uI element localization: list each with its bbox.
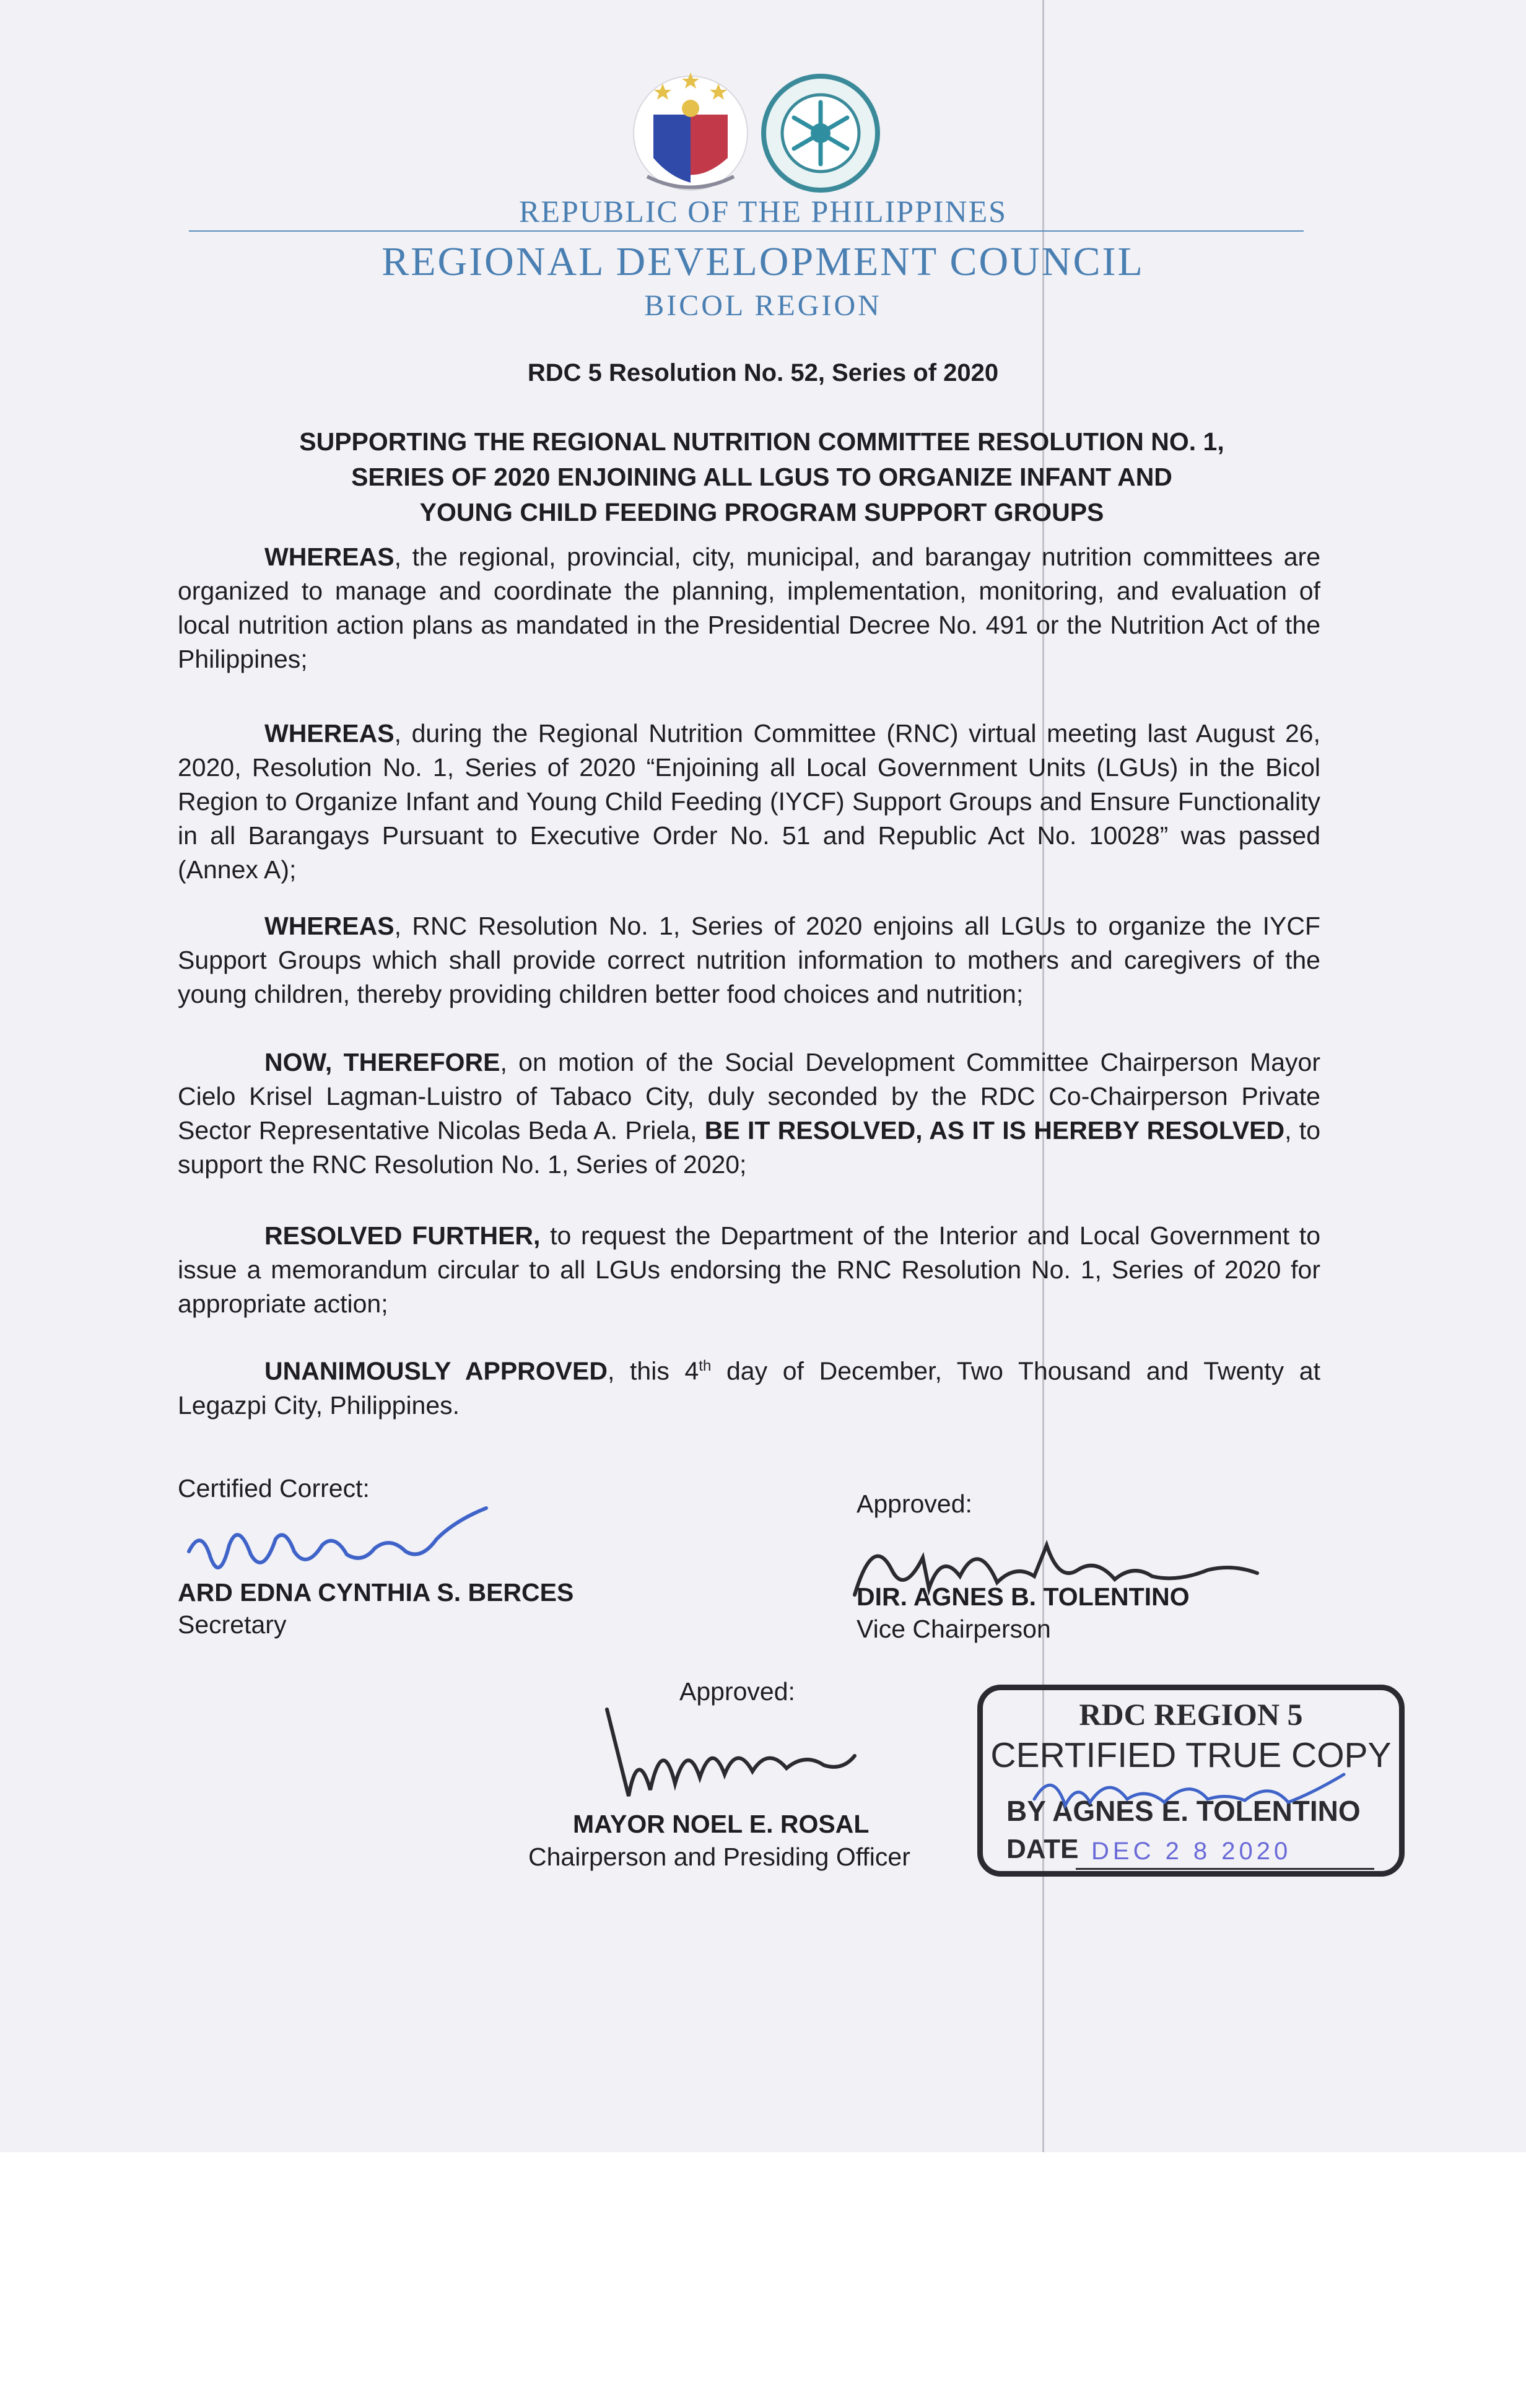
resolution-title xyxy=(204,424,1319,530)
title-line: SERIES OF 2020 ENJOINING ALL LGUS TO ORGANIZE INFANT AND xyxy=(351,463,1172,491)
title-line: YOUNG CHILD FEEDING PROGRAM SUPPORT GROUPS xyxy=(419,498,1104,526)
chairperson-signature xyxy=(601,1697,861,1808)
paragraph-text: , during the Regional Nutrition Committee (RNC) virtual meeting last August 26, 2020, Resolution No. 1, Series of 2020 “Enjoining all Local Government Units (LGUs) in the Bicol Region to Organize Infant and Young Child Feeding (IYCF) Support Groups and Ensure Functionality in all Barangays Pursuant to Executive Order No. 51 and Republic Act No. 10028” was passed (Annex A); xyxy=(178,719,1320,884)
stamp-date-line xyxy=(1076,1868,1374,1870)
stamp-by: BY AGNES E. TOLENTINO xyxy=(1006,1795,1361,1827)
header-council: REGIONAL DEVELOPMENT COUNCIL xyxy=(381,239,1144,284)
title-line: SUPPORTING THE REGIONAL NUTRITION COMMITTEE RESOLUTION NO. 1, xyxy=(299,427,1224,456)
paragraph-text: , the regional, provincial, city, municipal, and barangay nutrition committees are organized to manage and coordinate the planning, implementation, monitoring, and evaluation of local nutrition action plans as mandated in the Presidential Decree No. 491 or the Nutrition Act of the Philippines; xyxy=(178,543,1320,673)
rdc-seal-icon xyxy=(764,76,878,190)
paragraph-bold-clause: BE IT RESOLVED, AS IT IS HEREBY RESOLVED xyxy=(704,1116,1285,1145)
government-seals xyxy=(626,59,886,207)
header-republic: REPUBLIC OF THE PHILIPPINES xyxy=(519,194,1007,229)
paragraph-whereas-2 xyxy=(178,717,1320,887)
approved-label-vice: Approved: xyxy=(857,1490,972,1518)
stamp-signature xyxy=(1022,1756,1369,1824)
secretary-name: ARD EDNA CYNTHIA S. BERCES xyxy=(178,1578,574,1607)
paragraph-whereas-3 xyxy=(178,909,1320,1011)
paragraph-unanimously-approved xyxy=(178,1349,1320,1423)
stamp-date-value: DEC 2 8 2020 xyxy=(1091,1838,1292,1865)
ordinal-suffix: th xyxy=(699,1358,712,1374)
secretary-role: Secretary xyxy=(178,1610,287,1639)
paragraph-lead: WHEREAS xyxy=(264,719,395,748)
paragraph-resolved-further xyxy=(178,1219,1320,1321)
header-region: BICOL REGION xyxy=(644,289,882,322)
paragraph-text: day of December, Two Thousand and Twenty at Legazpi City, Philippines. xyxy=(178,1356,1321,1420)
paragraph-lead: RESOLVED FURTHER, xyxy=(264,1221,541,1250)
chairperson-role: Chairperson and Presiding Officer xyxy=(528,1843,910,1871)
paragraph-text: , on motion of the Social Development Committee Chairperson Mayor Cielo Krisel Lagman-Luistro of Tabaco City, duly seconded by the RDC Co-Chairperson Private Sector Representative Nicolas Beda A. Priela, xyxy=(178,1048,1320,1145)
resolution-number: RDC 5 Resolution No. 52, Series of 2020 xyxy=(527,359,999,386)
vice-chair-role: Vice Chairperson xyxy=(857,1615,1051,1643)
vice-chair-name: DIR. AGNES B. TOLENTINO xyxy=(857,1582,1190,1611)
paragraph-text: , RNC Resolution No. 1, Series of 2020 enjoins all LGUs to organize the IYCF Support Groups which shall provide correct nutrition information to mothers and caregivers of the young children, thereby providing children better food choices and nutrition; xyxy=(178,912,1320,1008)
approved-label-chair: Approved: xyxy=(679,1677,795,1706)
stamp-certified-true-copy: CERTIFIED TRUE COPY xyxy=(990,1735,1392,1775)
certified-correct-label: Certified Correct: xyxy=(178,1474,370,1503)
paragraph-tail: , to support the RNC Resolution No. 1, Series of 2020; xyxy=(178,1116,1320,1179)
paragraph-lead: WHEREAS xyxy=(264,543,395,571)
header-rule xyxy=(189,230,1304,232)
stamp-title: RDC REGION 5 xyxy=(1079,1697,1303,1732)
paragraph-lead: UNANIMOUSLY APPROVED xyxy=(264,1356,608,1385)
paragraph-lead: NOW, THEREFORE xyxy=(264,1048,500,1076)
paragraph-whereas-1 xyxy=(178,540,1320,676)
chairperson-name: MAYOR NOEL E. ROSAL xyxy=(573,1810,870,1838)
paragraph-now-therefore xyxy=(178,1045,1320,1182)
stamp-date-label: DATE xyxy=(1006,1834,1079,1864)
paragraph-lead: WHEREAS xyxy=(264,912,395,940)
philippine-seal-icon xyxy=(634,72,748,190)
paragraph-text: to request the Department of the Interior and Local Government to issue a memorandum circular to all LGUs endorsing the RNC Resolution No. 1, Series of 2020 for appropriate action; xyxy=(178,1221,1320,1318)
paragraph-text: , this 4 xyxy=(607,1356,699,1385)
